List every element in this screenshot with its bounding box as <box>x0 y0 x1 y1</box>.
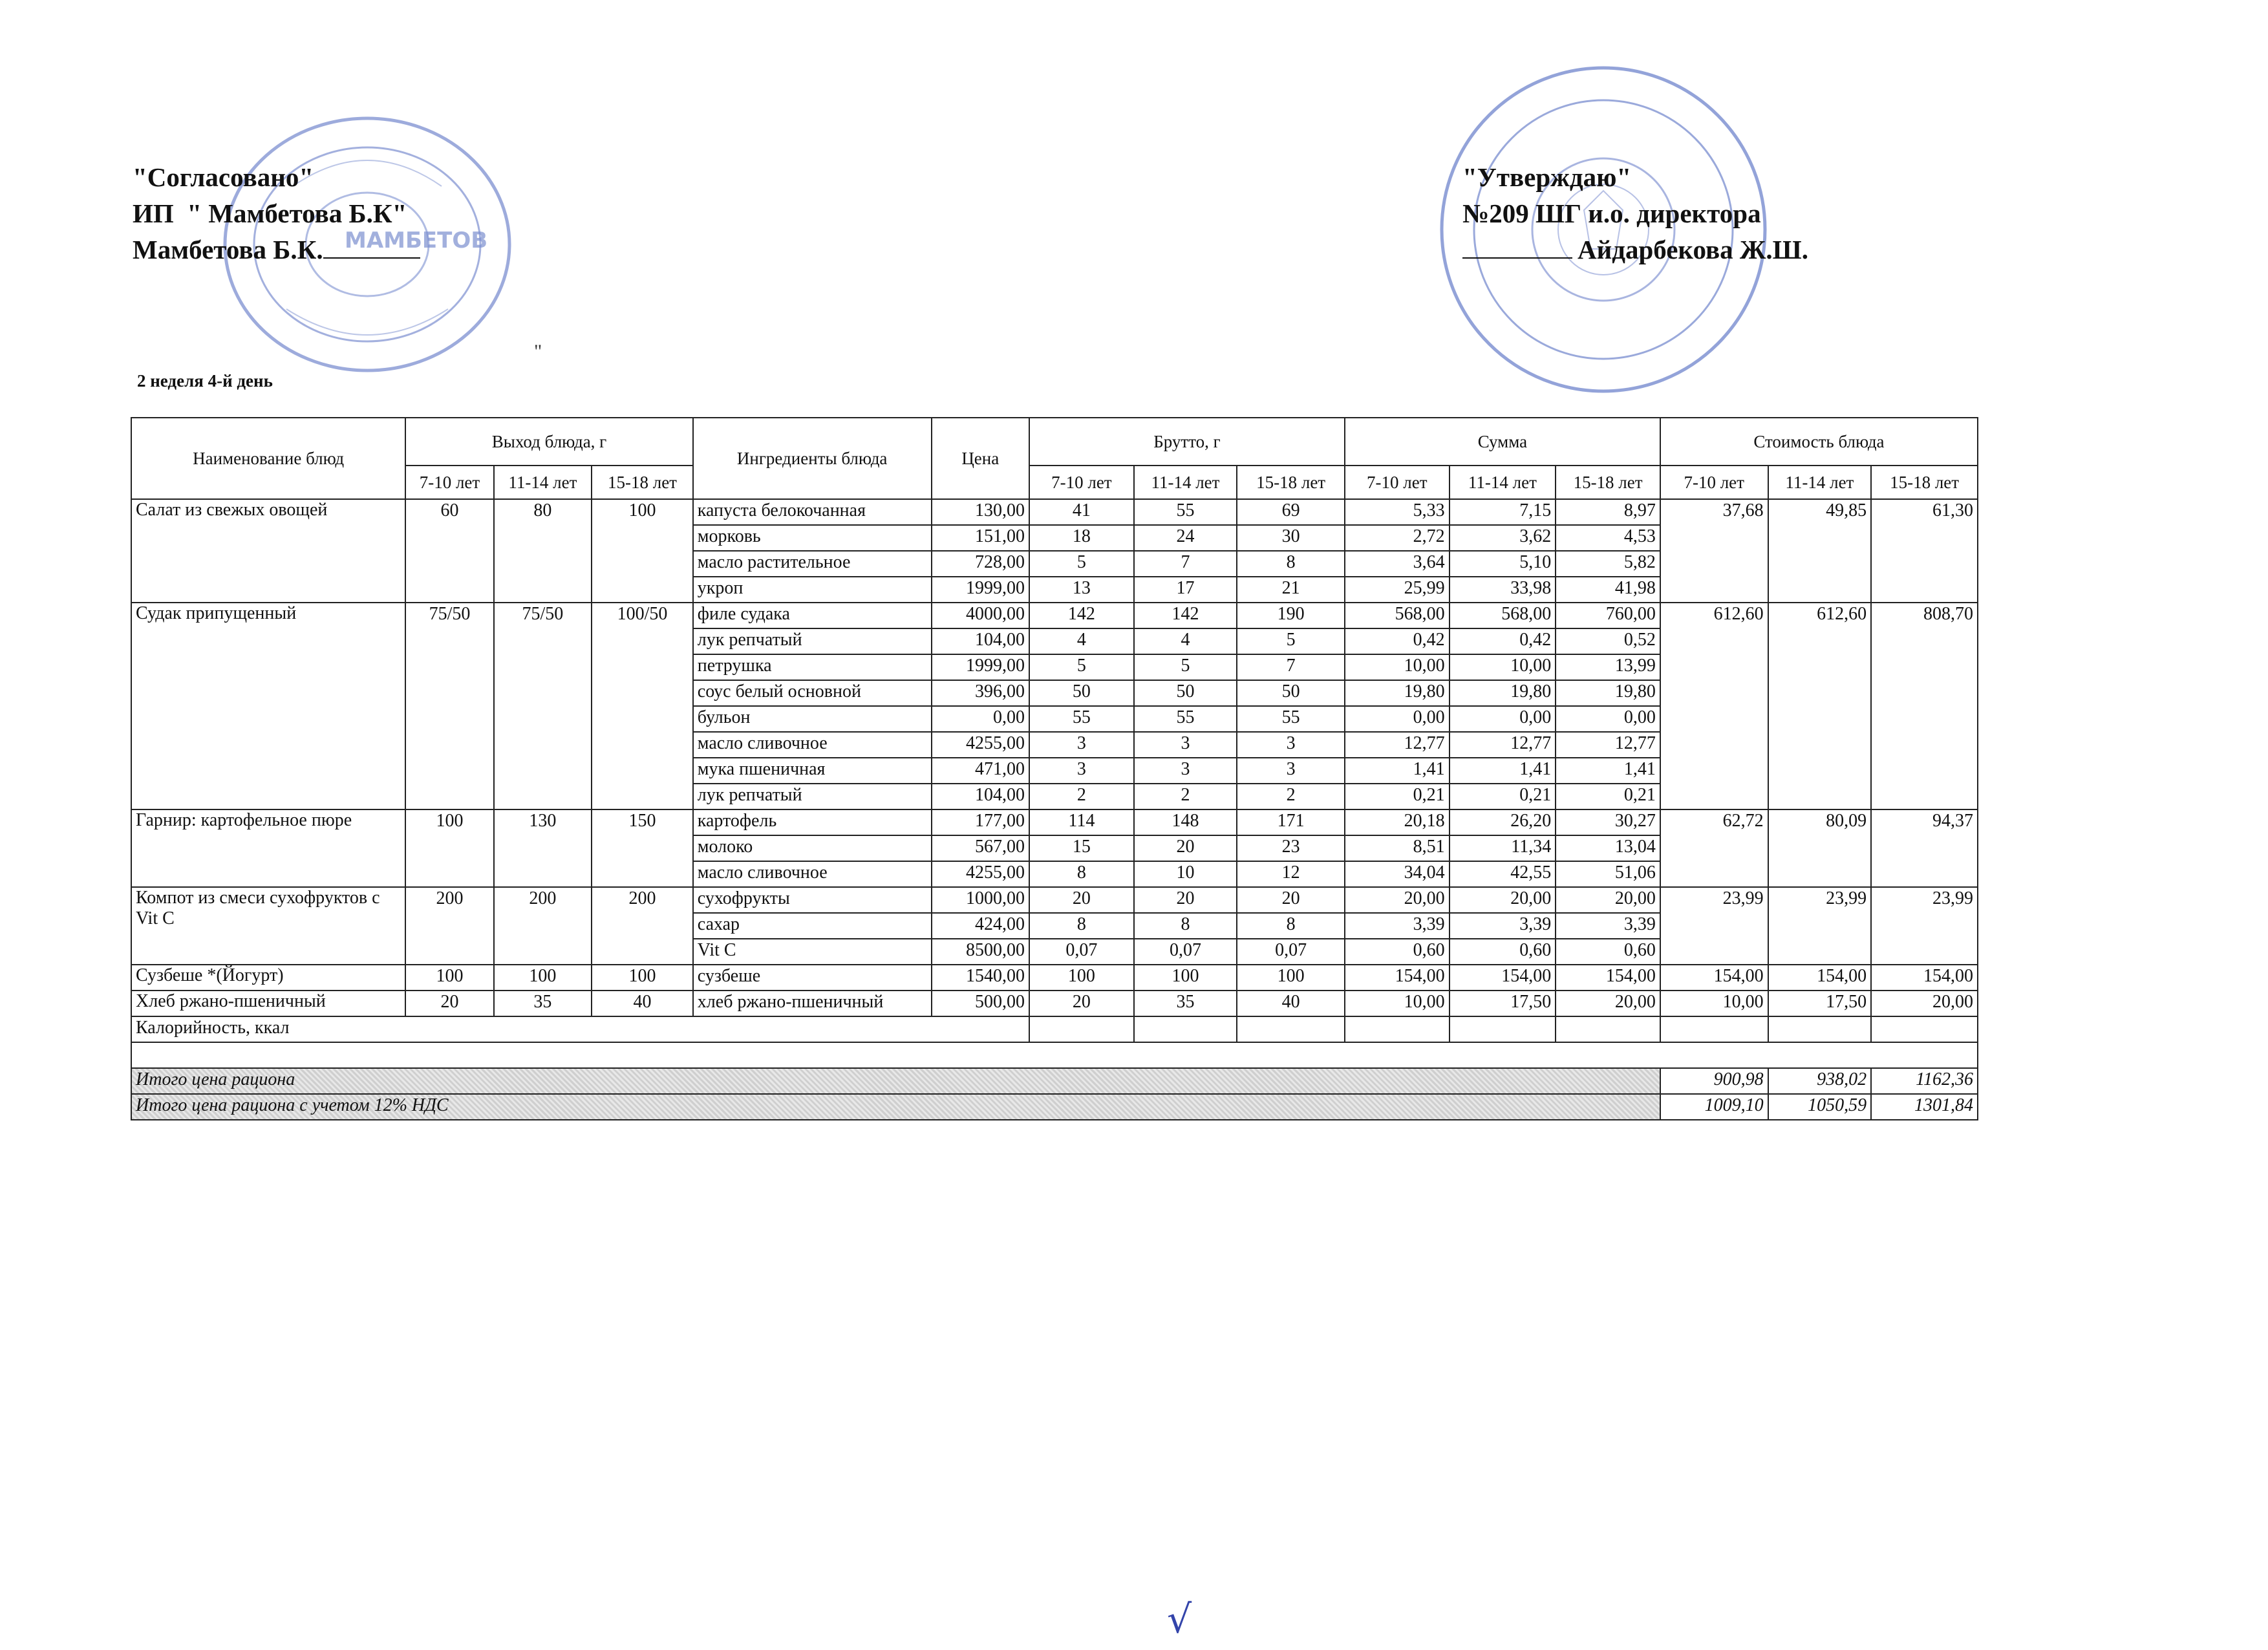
ingredient-price: 500,00 <box>932 991 1030 1016</box>
ingredient-gross: 8 <box>1237 913 1345 939</box>
dish-yield: 130 <box>494 809 592 887</box>
age-header-cost-2: 15-18 лет <box>1871 466 1978 499</box>
ingredient-name: сузбеше <box>693 965 932 991</box>
ingredient-sum: 12,77 <box>1556 732 1660 758</box>
col-dish-header: Наименование блюд <box>131 418 405 499</box>
ingredient-sum: 42,55 <box>1450 861 1556 887</box>
col-yield-header: Выход блюда, г <box>405 418 693 466</box>
ingredient-name: бульон <box>693 706 932 732</box>
age-header-gross-1: 11-14 лет <box>1134 466 1237 499</box>
ingredient-sum: 19,80 <box>1345 680 1450 706</box>
ingredient-sum: 20,18 <box>1345 809 1450 835</box>
ingredient-sum: 0,60 <box>1345 939 1450 965</box>
ingredient-sum: 12,77 <box>1345 732 1450 758</box>
ingredient-name: масло сливочное <box>693 732 932 758</box>
ingredient-gross: 20 <box>1029 991 1134 1016</box>
ingredient-gross: 8 <box>1237 551 1345 577</box>
day-label: 2 неделя 4-й день <box>137 371 273 391</box>
dish-cost: 80,09 <box>1768 809 1872 887</box>
ingredient-sum: 0,00 <box>1345 706 1450 732</box>
ingredient-sum: 5,82 <box>1556 551 1660 577</box>
ingredient-gross: 5 <box>1134 654 1237 680</box>
ingredient-gross: 8 <box>1134 913 1237 939</box>
ingredient-price: 4255,00 <box>932 861 1030 887</box>
col-price-header: Цена <box>932 418 1030 499</box>
dish-cost: 23,99 <box>1871 887 1978 965</box>
total-vat-row-value: 1050,59 <box>1768 1094 1872 1120</box>
approval-right-block <box>1462 159 1808 268</box>
ingredient-price: 567,00 <box>932 835 1030 861</box>
ingredient-gross: 5 <box>1237 628 1345 654</box>
ingredient-gross: 3 <box>1134 758 1237 784</box>
total-row-value: 938,02 <box>1768 1068 1872 1094</box>
ingredient-gross: 10 <box>1134 861 1237 887</box>
ingredient-sum: 20,00 <box>1556 887 1660 913</box>
ingredient-gross: 142 <box>1029 603 1134 628</box>
calories-row <box>131 1016 1978 1042</box>
ingredient-gross: 13 <box>1029 577 1134 603</box>
dish-yield: 200 <box>592 887 693 965</box>
ingredient-gross: 69 <box>1237 499 1345 525</box>
ingredient-name: Vit C <box>693 939 932 965</box>
ingredient-name: соус белый основной <box>693 680 932 706</box>
ingredient-price: 8500,00 <box>932 939 1030 965</box>
ingredient-sum: 154,00 <box>1345 965 1450 991</box>
age-header-yield-2: 15-18 лет <box>592 466 693 499</box>
dish-yield: 100 <box>405 965 493 991</box>
ingredient-gross: 55 <box>1029 706 1134 732</box>
dish-yield: 20 <box>405 991 493 1016</box>
ingredient-gross: 100 <box>1237 965 1345 991</box>
dish-cost: 10,00 <box>1660 991 1768 1016</box>
signature-line-right <box>1462 237 1572 259</box>
ingredient-gross: 114 <box>1029 809 1134 835</box>
ingredient-name: сахар <box>693 913 932 939</box>
ingredient-gross: 7 <box>1134 551 1237 577</box>
dish-cost: 17,50 <box>1768 991 1872 1016</box>
ingredient-sum: 568,00 <box>1450 603 1556 628</box>
ingredient-sum: 19,80 <box>1556 680 1660 706</box>
ingredient-gross: 148 <box>1134 809 1237 835</box>
ingredient-sum: 1,41 <box>1450 758 1556 784</box>
ingredient-name: лук репчатый <box>693 784 932 809</box>
col-sum-header: Сумма <box>1345 418 1660 466</box>
ingredient-price: 104,00 <box>932 628 1030 654</box>
dish-cost: 808,70 <box>1871 603 1978 809</box>
ingredient-gross: 20 <box>1134 887 1237 913</box>
ingredient-price: 151,00 <box>932 525 1030 551</box>
dish-name: Хлеб ржано-пшеничный <box>131 991 405 1016</box>
calories-cell <box>1237 1016 1345 1042</box>
ingredient-gross: 20 <box>1029 887 1134 913</box>
ingredient-name: мука пшеничная <box>693 758 932 784</box>
dish-cost: 612,60 <box>1660 603 1768 809</box>
ingredient-sum: 0,00 <box>1450 706 1556 732</box>
dish-name: Сузбеше *(Йогурт) <box>131 965 405 991</box>
dish-yield: 100 <box>592 965 693 991</box>
total-row-value: 1162,36 <box>1871 1068 1978 1094</box>
spacer-row <box>131 1042 1978 1068</box>
supplier-name: ИП " Мамбетова Б.К" <box>133 198 407 228</box>
age-header-gross-0: 7-10 лет <box>1029 466 1134 499</box>
director-title: №209 ШГ и.о. директора <box>1462 198 1761 228</box>
ingredient-sum: 154,00 <box>1556 965 1660 991</box>
director-signatory: Айдарбекова Ж.Ш. <box>1462 231 1808 268</box>
ingredient-sum: 17,50 <box>1450 991 1556 1016</box>
ingredient-sum: 0,00 <box>1556 706 1660 732</box>
ingredient-sum: 25,99 <box>1345 577 1450 603</box>
ingredient-gross: 50 <box>1029 680 1134 706</box>
ingredient-sum: 3,64 <box>1345 551 1450 577</box>
ingredient-name: масло сливочное <box>693 861 932 887</box>
dish-cost: 612,60 <box>1768 603 1872 809</box>
dish-yield: 40 <box>592 991 693 1016</box>
ingredient-price: 396,00 <box>932 680 1030 706</box>
ingredient-price: 130,00 <box>932 499 1030 525</box>
ingredient-name: укроп <box>693 577 932 603</box>
dish-cost: 61,30 <box>1871 499 1978 603</box>
total-row-value: 900,98 <box>1660 1068 1768 1094</box>
ingredient-gross: 15 <box>1029 835 1134 861</box>
ingredient-sum: 7,15 <box>1450 499 1556 525</box>
ingredient-name: картофель <box>693 809 932 835</box>
dish-yield: 100 <box>494 965 592 991</box>
dish-cost: 37,68 <box>1660 499 1768 603</box>
ingredient-sum: 33,98 <box>1450 577 1556 603</box>
ingredient-gross: 100 <box>1029 965 1134 991</box>
ingredient-name: сухофрукты <box>693 887 932 913</box>
ingredient-sum: 0,60 <box>1450 939 1556 965</box>
table-row <box>131 887 1978 913</box>
ingredient-sum: 3,39 <box>1450 913 1556 939</box>
menu-body <box>131 499 1978 1120</box>
ingredient-gross: 55 <box>1134 499 1237 525</box>
dish-yield: 100 <box>405 809 493 887</box>
ingredient-sum: 2,72 <box>1345 525 1450 551</box>
ingredient-sum: 4,53 <box>1556 525 1660 551</box>
ingredient-sum: 20,00 <box>1450 887 1556 913</box>
dish-yield: 75/50 <box>405 603 493 809</box>
ingredient-name: масло растительное <box>693 551 932 577</box>
total-row-label: Итого цена рациона <box>131 1068 1660 1094</box>
dish-name: Компот из смеси сухофруктов с Vit C <box>131 887 405 965</box>
ingredient-gross: 21 <box>1237 577 1345 603</box>
supplier-signatory: Мамбетова Б.К. <box>133 231 420 268</box>
ingredient-sum: 5,10 <box>1450 551 1556 577</box>
ingredient-sum: 3,62 <box>1450 525 1556 551</box>
ingredient-price: 424,00 <box>932 913 1030 939</box>
ingredient-price: 177,00 <box>932 809 1030 835</box>
dish-name: Салат из свежых овощей <box>131 499 405 603</box>
ingredient-sum: 154,00 <box>1450 965 1556 991</box>
ingredient-gross: 3 <box>1134 732 1237 758</box>
ingredient-gross: 0,07 <box>1134 939 1237 965</box>
ingredient-sum: 51,06 <box>1556 861 1660 887</box>
calories-label: Калорийность, ккал <box>131 1016 1029 1042</box>
calories-cell <box>1768 1016 1872 1042</box>
ingredient-gross: 40 <box>1237 991 1345 1016</box>
ingredient-name: капуста белокочанная <box>693 499 932 525</box>
ingredient-sum: 41,98 <box>1556 577 1660 603</box>
ingredient-price: 4000,00 <box>932 603 1030 628</box>
agreed-label: "Согласовано" <box>133 162 314 192</box>
age-header-cost-0: 7-10 лет <box>1660 466 1768 499</box>
calories-cell <box>1450 1016 1556 1042</box>
ingredient-sum: 11,34 <box>1450 835 1556 861</box>
ingredient-sum: 10,00 <box>1345 991 1450 1016</box>
dish-cost: 23,99 <box>1768 887 1872 965</box>
ingredient-gross: 0,07 <box>1237 939 1345 965</box>
dish-yield: 75/50 <box>494 603 592 809</box>
ingredient-sum: 1,41 <box>1556 758 1660 784</box>
calories-cell <box>1556 1016 1660 1042</box>
ingredient-name: лук репчатый <box>693 628 932 654</box>
ingredient-name: хлеб ржано-пшеничный <box>693 991 932 1016</box>
age-header-sum-1: 11-14 лет <box>1450 466 1556 499</box>
ingredient-name: петрушка <box>693 654 932 680</box>
dish-name: Судак припущенный <box>131 603 405 809</box>
ingredient-gross: 4 <box>1029 628 1134 654</box>
dish-name: Гарнир: картофельное пюре <box>131 809 405 887</box>
ingredient-gross: 2 <box>1029 784 1134 809</box>
dish-cost: 154,00 <box>1660 965 1768 991</box>
ingredient-sum: 20,00 <box>1556 991 1660 1016</box>
ingredient-gross: 24 <box>1134 525 1237 551</box>
ingredient-price: 471,00 <box>932 758 1030 784</box>
calories-cell <box>1029 1016 1134 1042</box>
ingredient-sum: 0,60 <box>1556 939 1660 965</box>
ingredient-sum: 568,00 <box>1345 603 1450 628</box>
total-row <box>131 1068 1978 1094</box>
dish-cost: 154,00 <box>1768 965 1872 991</box>
calories-cell <box>1871 1016 1978 1042</box>
ingredient-sum: 20,00 <box>1345 887 1450 913</box>
ingredient-gross: 55 <box>1134 706 1237 732</box>
dish-yield: 60 <box>405 499 493 603</box>
age-header-yield-1: 11-14 лет <box>494 466 592 499</box>
menu-cost-table <box>131 417 1978 1120</box>
ingredient-gross: 2 <box>1237 784 1345 809</box>
table-row <box>131 965 1978 991</box>
ingredient-sum: 3,39 <box>1345 913 1450 939</box>
ingredient-gross: 5 <box>1029 654 1134 680</box>
signature-line-left <box>323 237 420 259</box>
ingredient-gross: 17 <box>1134 577 1237 603</box>
ingredient-sum: 0,42 <box>1345 628 1450 654</box>
age-header-yield-0: 7-10 лет <box>405 466 493 499</box>
ingredient-gross: 7 <box>1237 654 1345 680</box>
ingredient-name: филе судака <box>693 603 932 628</box>
col-gross-header: Брутто, г <box>1029 418 1345 466</box>
ingredient-sum: 8,51 <box>1345 835 1450 861</box>
dish-cost: 94,37 <box>1871 809 1978 887</box>
ingredient-price: 104,00 <box>932 784 1030 809</box>
ingredient-gross: 3 <box>1029 732 1134 758</box>
ingredient-name: молоко <box>693 835 932 861</box>
ingredient-name: морковь <box>693 525 932 551</box>
ingredient-gross: 8 <box>1029 861 1134 887</box>
dish-cost: 20,00 <box>1871 991 1978 1016</box>
ingredient-sum: 0,52 <box>1556 628 1660 654</box>
ingredient-sum: 13,04 <box>1556 835 1660 861</box>
ingredient-sum: 10,00 <box>1450 654 1556 680</box>
spacer-cell <box>131 1042 1978 1068</box>
ingredient-gross: 50 <box>1134 680 1237 706</box>
dish-yield: 100 <box>592 499 693 603</box>
dish-cost: 62,72 <box>1660 809 1768 887</box>
ingredient-gross: 100 <box>1134 965 1237 991</box>
dish-cost: 49,85 <box>1768 499 1872 603</box>
total-vat-row-value: 1009,10 <box>1660 1094 1768 1120</box>
ingredient-sum: 1,41 <box>1345 758 1450 784</box>
calories-cell <box>1660 1016 1768 1042</box>
calories-cell <box>1345 1016 1450 1042</box>
col-ingredients-header: Ингредиенты блюда <box>693 418 932 499</box>
calories-cell <box>1134 1016 1237 1042</box>
ingredient-sum: 19,80 <box>1450 680 1556 706</box>
ingredient-gross: 18 <box>1029 525 1134 551</box>
ingredient-sum: 0,21 <box>1345 784 1450 809</box>
age-header-gross-2: 15-18 лет <box>1237 466 1345 499</box>
check-mark: √ <box>1167 1597 1192 1642</box>
ingredient-gross: 3 <box>1237 758 1345 784</box>
ingredient-gross: 12 <box>1237 861 1345 887</box>
ingredient-gross: 30 <box>1237 525 1345 551</box>
svg-text:МАМБЕТОВ: МАМБЕТОВ <box>345 228 488 253</box>
ingredient-sum: 12,77 <box>1450 732 1556 758</box>
ingredient-sum: 0,21 <box>1556 784 1660 809</box>
ingredient-gross: 0,07 <box>1029 939 1134 965</box>
ingredient-sum: 34,04 <box>1345 861 1450 887</box>
ingredient-sum: 3,39 <box>1556 913 1660 939</box>
total-vat-row-label: Итого цена рациона с учетом 12% НДС <box>131 1094 1660 1120</box>
age-header-row <box>131 466 1978 499</box>
ingredient-sum: 30,27 <box>1556 809 1660 835</box>
ingredient-sum: 13,99 <box>1556 654 1660 680</box>
ingredient-gross: 4 <box>1134 628 1237 654</box>
ingredient-gross: 23 <box>1237 835 1345 861</box>
dish-yield: 80 <box>494 499 592 603</box>
ingredient-price: 0,00 <box>932 706 1030 732</box>
ingredient-sum: 0,21 <box>1450 784 1556 809</box>
ingredient-price: 1999,00 <box>932 654 1030 680</box>
table-row <box>131 991 1978 1016</box>
total-vat-row-value: 1301,84 <box>1871 1094 1978 1120</box>
age-header-sum-0: 7-10 лет <box>1345 466 1450 499</box>
ingredient-gross: 50 <box>1237 680 1345 706</box>
approve-label: "Утверждаю" <box>1462 162 1632 192</box>
ingredient-gross: 5 <box>1029 551 1134 577</box>
ingredient-price: 728,00 <box>932 551 1030 577</box>
ingredient-gross: 41 <box>1029 499 1134 525</box>
stray-mark: " <box>534 341 542 362</box>
total-vat-row <box>131 1094 1978 1120</box>
ingredient-gross: 142 <box>1134 603 1237 628</box>
col-cost-header: Стоимость блюда <box>1660 418 1978 466</box>
table-row <box>131 809 1978 835</box>
ingredient-price: 1999,00 <box>932 577 1030 603</box>
ingredient-sum: 10,00 <box>1345 654 1450 680</box>
dish-yield: 100/50 <box>592 603 693 809</box>
table-row <box>131 499 1978 525</box>
ingredient-gross: 20 <box>1237 887 1345 913</box>
ingredient-price: 1000,00 <box>932 887 1030 913</box>
table-row <box>131 603 1978 628</box>
ingredient-gross: 55 <box>1237 706 1345 732</box>
dish-yield: 200 <box>494 887 592 965</box>
ingredient-gross: 3 <box>1029 758 1134 784</box>
age-header-cost-1: 11-14 лет <box>1768 466 1872 499</box>
dish-yield: 200 <box>405 887 493 965</box>
ingredient-gross: 190 <box>1237 603 1345 628</box>
ingredient-sum: 0,42 <box>1450 628 1556 654</box>
ingredient-gross: 8 <box>1029 913 1134 939</box>
ingredient-sum: 760,00 <box>1556 603 1660 628</box>
dish-cost: 23,99 <box>1660 887 1768 965</box>
ingredient-gross: 35 <box>1134 991 1237 1016</box>
ingredient-sum: 5,33 <box>1345 499 1450 525</box>
ingredient-gross: 3 <box>1237 732 1345 758</box>
approval-left-block <box>133 159 420 268</box>
dish-yield: 35 <box>494 991 592 1016</box>
ingredient-gross: 171 <box>1237 809 1345 835</box>
ingredient-sum: 26,20 <box>1450 809 1556 835</box>
ingredient-price: 1540,00 <box>932 965 1030 991</box>
ingredient-gross: 20 <box>1134 835 1237 861</box>
ingredient-sum: 8,97 <box>1556 499 1660 525</box>
dish-yield: 150 <box>592 809 693 887</box>
age-header-sum-2: 15-18 лет <box>1556 466 1660 499</box>
dish-cost: 154,00 <box>1871 965 1978 991</box>
ingredient-gross: 2 <box>1134 784 1237 809</box>
ingredient-price: 4255,00 <box>932 732 1030 758</box>
